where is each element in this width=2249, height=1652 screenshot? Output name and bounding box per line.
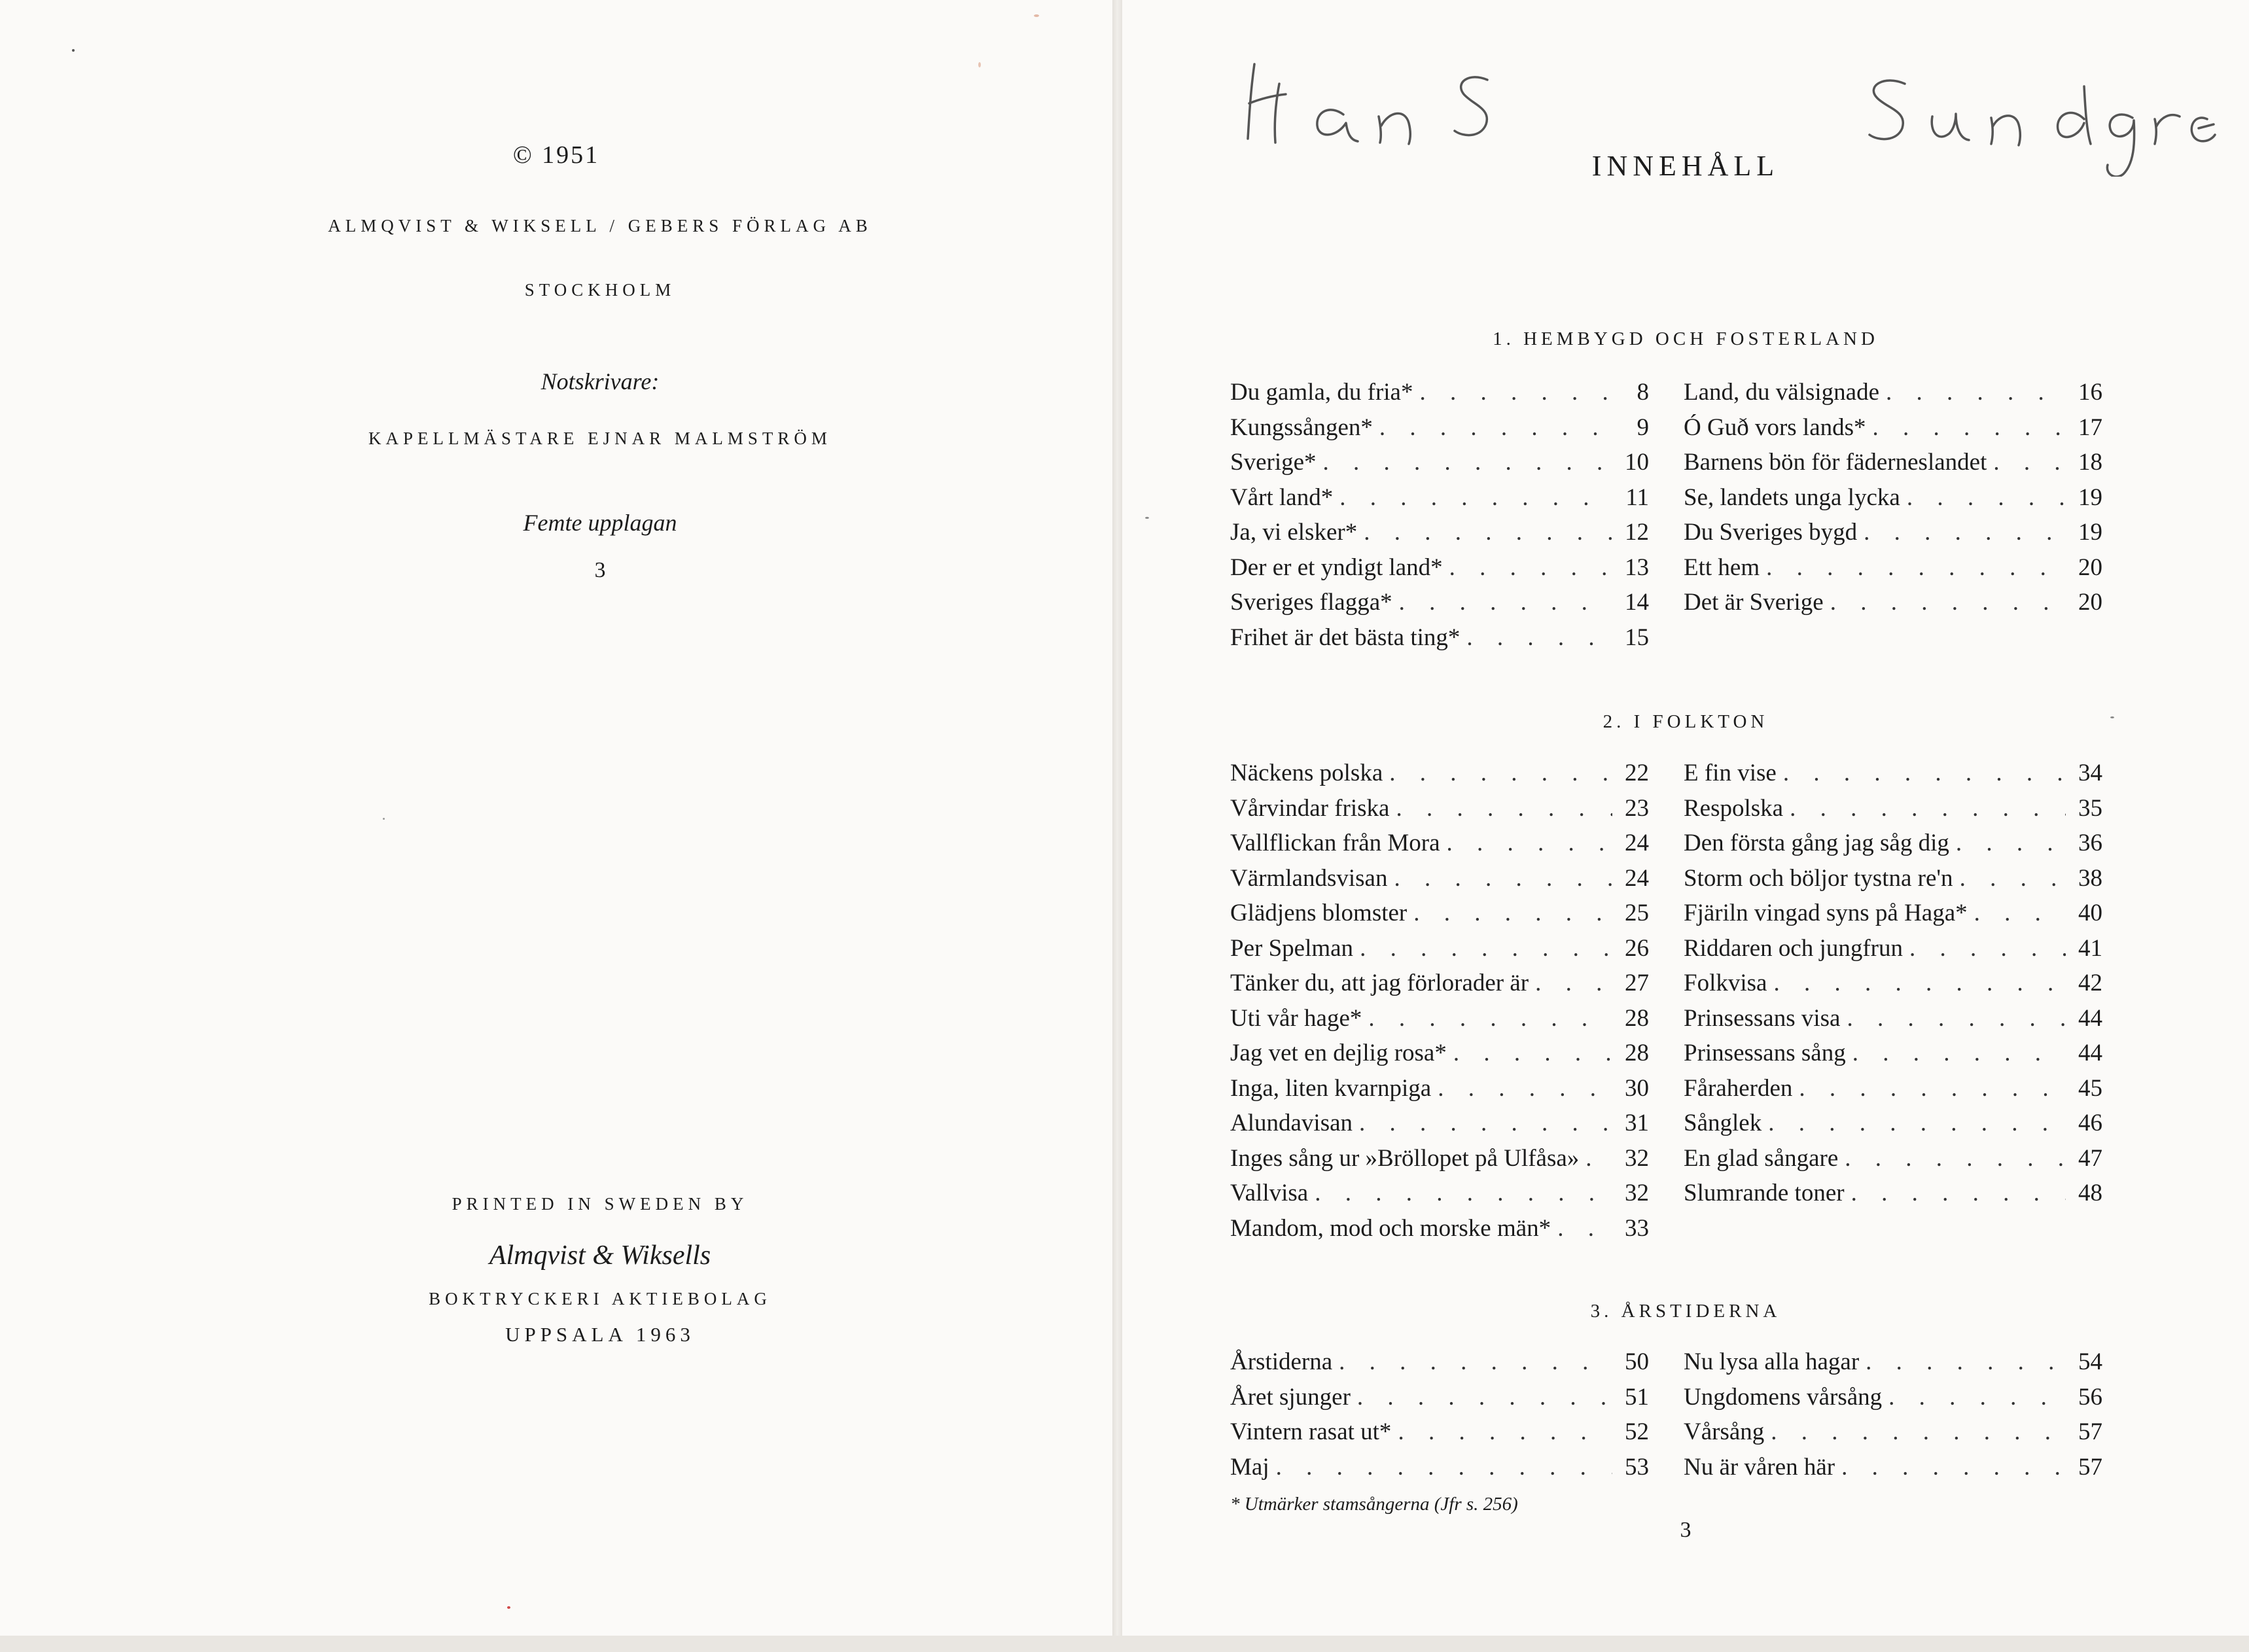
toc-entry-title: Respolska	[1684, 794, 1784, 822]
toc-dot-leader	[1767, 966, 2066, 1001]
notation-label: Notskrivare:	[540, 368, 660, 395]
toc-entry	[1230, 1344, 1649, 1380]
toc-entry	[1684, 756, 2102, 791]
toc-entry	[1230, 826, 1649, 861]
toc-dot-leader	[1413, 375, 1612, 410]
toc-entry	[1230, 1415, 1649, 1450]
toc-dot-leader	[1840, 1001, 2066, 1036]
toc-entry-page: 52	[1625, 1418, 1649, 1445]
toc-entry-title: Der er et yndigt land*	[1230, 554, 1443, 581]
toc-entry-page: 51	[1625, 1383, 1649, 1411]
paper-speck	[2110, 716, 2114, 718]
toc-entry	[1684, 1380, 2102, 1415]
toc-entry-title: Vallvisa	[1230, 1180, 1309, 1206]
toc-entry-title: Årstiderna	[1230, 1348, 1333, 1375]
toc-entry-title: Vårsång	[1684, 1418, 1765, 1445]
toc-entry-page: 22	[1625, 760, 1649, 786]
toc-title: INNEHÅLL	[1591, 150, 1780, 182]
toc-dot-leader	[1529, 966, 1612, 1001]
toc-entry	[1684, 896, 2102, 931]
toc-entry	[1684, 861, 2102, 896]
toc-entry	[1230, 620, 1649, 656]
printed-in-label: PRINTED IN SWEDEN BY	[452, 1194, 749, 1214]
toc-entry	[1684, 931, 2102, 966]
toc-dot-leader	[1460, 620, 1612, 656]
toc-entry-page: 38	[2078, 864, 2102, 892]
toc-entry-page: 35	[2078, 794, 2102, 822]
toc-dot-leader	[1308, 1176, 1612, 1211]
toc-entry	[1230, 445, 1649, 480]
toc-entry	[1684, 1106, 2102, 1141]
toc-entry-page: 30	[1625, 1074, 1649, 1102]
toc-dot-leader	[1362, 1001, 1612, 1036]
toc-dot-leader	[1949, 826, 2066, 861]
toc-entry-title: Slumrande toner	[1684, 1180, 1845, 1206]
toc-dot-leader	[1389, 791, 1612, 826]
toc-entry	[1684, 1071, 2102, 1106]
toc-entry-title: Fjäriln vingad syns på Haga*	[1684, 900, 1968, 926]
toc-entry-title: Mandom, mod och morske män*	[1230, 1214, 1551, 1242]
toc-dot-leader	[1440, 826, 1612, 861]
toc-entry-title: Sverige*	[1230, 449, 1317, 476]
toc-dot-leader	[1900, 480, 2066, 516]
toc-entry	[1230, 515, 1649, 550]
toc-dot-leader	[1357, 515, 1612, 550]
toc-column-left	[1230, 375, 1649, 655]
toc-entry-title: Tänker du, att jag förlorader är	[1230, 970, 1529, 996]
toc-entry	[1684, 1141, 2102, 1176]
toc-entry-title: Ett hem	[1684, 554, 1760, 581]
section-heading: 3. ÅRSTIDERNA	[1590, 1301, 1781, 1322]
toc-entry-page: 10	[1625, 449, 1649, 476]
toc-entry	[1684, 410, 2102, 446]
toc-entry-page: 24	[1625, 830, 1649, 856]
toc-dot-leader	[1332, 1344, 1612, 1380]
toc-entry-title: Vårvindar friska	[1230, 794, 1390, 822]
toc-entry-page: 16	[2078, 379, 2102, 406]
toc-dot-leader	[1431, 1071, 1612, 1106]
toc-entry-page: 46	[2078, 1110, 2102, 1136]
toc-entry	[1230, 1106, 1649, 1141]
toc-entry	[1230, 966, 1649, 1001]
toc-entry	[1684, 1036, 2102, 1071]
toc-dot-leader	[1903, 931, 2066, 966]
notation-name: KAPELLMÄSTARE EJNAR MALMSTRÖM	[368, 429, 832, 448]
toc-entry-page: 33	[1625, 1214, 1649, 1242]
toc-entry	[1230, 1176, 1649, 1211]
toc-entry-title: Den första gång jag såg dig	[1684, 830, 1949, 856]
toc-entry	[1684, 1176, 2102, 1211]
toc-entry-page: 24	[1625, 864, 1649, 892]
toc-entry-page: 40	[2078, 900, 2102, 926]
toc-entry-page: 44	[2078, 1040, 2102, 1066]
toc-entry	[1230, 1380, 1649, 1415]
toc-entry	[1684, 1450, 2102, 1485]
paper-speck	[1034, 14, 1039, 17]
toc-entry-title: Folkvisa	[1684, 970, 1767, 996]
toc-entry	[1230, 480, 1649, 516]
scan-bottom-edge	[0, 1636, 2249, 1652]
toc-entry-page: 28	[1625, 1040, 1649, 1066]
toc-dot-leader	[1777, 756, 2066, 791]
toc-entry	[1230, 375, 1649, 410]
toc-entry	[1230, 1141, 1649, 1176]
toc-dot-leader	[1838, 1141, 2066, 1176]
toc-entry-title: Se, landets unga lycka	[1684, 483, 1900, 511]
page-gutter	[1112, 0, 1122, 1636]
publisher-city: STOCKHOLM	[524, 280, 676, 300]
toc-dot-leader	[1551, 1211, 1612, 1246]
toc-dot-leader	[1392, 585, 1612, 620]
toc-dot-leader	[1953, 861, 2066, 896]
toc-dot-leader	[1351, 1380, 1612, 1415]
toc-entry-title: Året sjunger	[1230, 1383, 1351, 1411]
toc-entry	[1230, 550, 1649, 586]
toc-entry-title: Inga, liten kvarnpiga	[1230, 1074, 1432, 1102]
toc-entry-title: Du Sveriges bygd	[1684, 519, 1858, 546]
toc-entry-title: Fåraherden	[1684, 1074, 1793, 1102]
toc-entry	[1684, 1415, 2102, 1450]
toc-dot-leader	[1764, 1415, 2066, 1450]
toc-dot-leader	[1859, 1344, 2066, 1380]
toc-entry-title: Prinsessans visa	[1684, 1004, 1841, 1032]
paper-speck	[507, 1606, 510, 1609]
toc-entry-title: Alundavisan	[1230, 1110, 1353, 1136]
toc-entry	[1230, 896, 1649, 931]
toc-entry-page: 11	[1625, 483, 1649, 511]
toc-entry	[1684, 550, 2102, 586]
toc-entry-title: Barnens bön för fäderneslandet	[1684, 449, 1987, 476]
toc-dot-leader	[1845, 1176, 2066, 1211]
paper-speck	[383, 818, 385, 820]
paper-speck	[978, 62, 981, 67]
toc-entry	[1684, 445, 2102, 480]
toc-entry-page: 19	[2078, 519, 2102, 546]
toc-entry-page: 54	[2078, 1348, 2102, 1375]
toc-entry	[1230, 861, 1649, 896]
toc-dot-leader	[1846, 1036, 2066, 1071]
toc-entry	[1684, 585, 2102, 620]
toc-entry-title: Du gamla, du fria*	[1230, 379, 1413, 406]
toc-entry-page: 50	[1625, 1348, 1649, 1375]
toc-entry-title: Maj	[1230, 1453, 1269, 1481]
toc-entry-page: 23	[1625, 794, 1649, 822]
toc-dot-leader	[1579, 1141, 1612, 1176]
toc-dot-leader	[1407, 896, 1612, 931]
toc-entry-page: 19	[2078, 483, 2102, 511]
toc-column-right	[1684, 375, 2102, 620]
toc-entry-page: 26	[1625, 934, 1649, 962]
toc-entry-title: Vintern rasat ut*	[1230, 1418, 1392, 1445]
toc-entry	[1230, 931, 1649, 966]
section-heading: 2. I FOLKTON	[1603, 711, 1769, 732]
toc-dot-leader	[1783, 791, 2066, 826]
toc-entry-page: 20	[2078, 554, 2102, 581]
toc-dot-leader	[1391, 1415, 1612, 1450]
toc-entry-title: Frihet är det bästa ting*	[1230, 624, 1461, 651]
toc-entry	[1684, 826, 2102, 861]
page-number: 3	[1680, 1518, 1691, 1542]
toc-entry-page: 27	[1625, 970, 1649, 996]
toc-entry-page: 20	[2078, 589, 2102, 616]
footnote: * Utmärker stamsångerna (Jfr s. 256)	[1230, 1494, 1518, 1515]
printer-company: BOKTRYCKERI AKTIEBOLAG	[429, 1289, 771, 1309]
toc-entry-title: Det är Sverige	[1684, 589, 1824, 616]
toc-entry-page: 57	[2078, 1453, 2102, 1481]
toc-entry	[1230, 410, 1649, 446]
toc-entry	[1230, 1450, 1649, 1485]
right-page	[1122, 0, 2249, 1636]
toc-entry-page: 36	[2078, 830, 2102, 856]
toc-entry-page: 53	[1625, 1453, 1649, 1481]
toc-entry-page: 48	[2078, 1180, 2102, 1206]
toc-entry	[1684, 375, 2102, 410]
toc-entry-page: 32	[1625, 1144, 1649, 1172]
left-page	[0, 0, 1112, 1636]
toc-entry-title: Nu lysa alla hagar	[1684, 1348, 1860, 1375]
toc-entry	[1684, 515, 2102, 550]
toc-dot-leader	[1762, 1106, 2066, 1141]
toc-entry-page: 17	[2078, 413, 2102, 441]
toc-entry-page: 31	[1625, 1110, 1649, 1136]
toc-entry-page: 15	[1625, 624, 1649, 651]
toc-dot-leader	[1866, 410, 2066, 446]
toc-entry-title: Per Spelman	[1230, 934, 1354, 962]
toc-entry-title: Prinsessans sång	[1684, 1040, 1846, 1066]
toc-entry	[1684, 480, 2102, 516]
toc-entry-title: Ó Guð vors lands*	[1684, 413, 1866, 441]
toc-entry	[1684, 1344, 2102, 1380]
toc-entry-title: Sveriges flagga*	[1230, 589, 1392, 616]
toc-entry-title: Sånglek	[1684, 1110, 1762, 1136]
paper-speck	[72, 49, 75, 52]
toc-entry-title: En glad sångare	[1684, 1144, 1839, 1172]
toc-entry-page: 41	[2078, 934, 2102, 962]
paper-speck	[1145, 517, 1149, 519]
toc-entry-page: 34	[2078, 760, 2102, 786]
edition-number: 3	[594, 558, 606, 582]
toc-entry-title: Storm och böljor tystna re'n	[1684, 864, 1953, 892]
toc-entry-title: Nu är våren här	[1684, 1453, 1835, 1481]
toc-entry-page: 56	[2078, 1383, 2102, 1411]
toc-entry	[1230, 1001, 1649, 1036]
toc-entry-title: Uti vår hage*	[1230, 1004, 1362, 1032]
toc-dot-leader	[1824, 585, 2066, 620]
toc-entry	[1230, 1036, 1649, 1071]
toc-dot-leader	[1882, 1380, 2066, 1415]
toc-dot-leader	[1443, 550, 1612, 586]
toc-entry-title: Vårt land*	[1230, 483, 1334, 511]
edition-label: Femte upplagan	[523, 510, 677, 536]
toc-entry-title: Glädjens blomster	[1230, 900, 1408, 926]
toc-dot-leader	[1447, 1036, 1612, 1071]
toc-entry-title: Land, du välsignade	[1684, 379, 1879, 406]
toc-dot-leader	[1792, 1071, 2066, 1106]
toc-entry-page: 57	[2078, 1418, 2102, 1445]
toc-entry	[1684, 791, 2102, 826]
toc-dot-leader	[1968, 896, 2066, 931]
toc-dot-leader	[1387, 861, 1612, 896]
toc-entry-title: Riddaren och jungfrun	[1684, 934, 1903, 962]
toc-column-right	[1684, 756, 2102, 1211]
toc-entry	[1230, 1211, 1649, 1246]
toc-entry-page: 45	[2078, 1074, 2102, 1102]
copyright-line: © 1951	[512, 141, 600, 169]
section-heading: 1. HEMBYGD OCH FOSTERLAND	[1493, 328, 1879, 349]
toc-entry-page: 18	[2078, 449, 2102, 476]
toc-column-right	[1684, 1344, 2102, 1485]
toc-dot-leader	[1760, 550, 2066, 586]
toc-dot-leader	[1353, 931, 1612, 966]
toc-entry-title: Vallflickan från Mora	[1230, 830, 1440, 856]
toc-entry	[1230, 1071, 1649, 1106]
toc-dot-leader	[1373, 410, 1612, 446]
toc-dot-leader	[1269, 1450, 1612, 1485]
toc-dot-leader	[1835, 1450, 2066, 1485]
toc-entry	[1230, 791, 1649, 826]
toc-dot-leader	[1383, 756, 1612, 791]
toc-entry-page: 28	[1625, 1004, 1649, 1032]
toc-entry-title: Värmlandsvisan	[1230, 864, 1388, 892]
toc-entry	[1230, 756, 1649, 791]
toc-entry-page: 14	[1625, 589, 1649, 616]
toc-entry	[1684, 966, 2102, 1001]
toc-entry-title: Ungdomens vårsång	[1684, 1383, 1883, 1411]
toc-dot-leader	[1987, 445, 2066, 480]
toc-entry-page: 9	[1637, 413, 1649, 441]
toc-entry-page: 12	[1625, 519, 1649, 546]
toc-entry-page: 8	[1637, 379, 1649, 406]
toc-entry-title: E fin vise	[1684, 760, 1777, 786]
toc-entry-title: Näckens polska	[1230, 760, 1383, 786]
publisher-name: ALMQVIST & WIKSELL / GEBERS FÖRLAG AB	[328, 216, 872, 236]
print-place-year: UPPSALA 1963	[505, 1323, 695, 1346]
toc-dot-leader	[1317, 445, 1612, 480]
toc-dot-leader	[1857, 515, 2066, 550]
toc-entry-title: Jag vet en dejlig rosa*	[1230, 1040, 1447, 1066]
toc-entry-page: 44	[2078, 1004, 2102, 1032]
toc-entry-page: 42	[2078, 970, 2102, 996]
toc-dot-leader	[1879, 375, 2066, 410]
printer-name: Almqvist & Wiksells	[489, 1240, 711, 1271]
toc-entry-title: Kungssången*	[1230, 413, 1373, 441]
toc-entry	[1230, 585, 1649, 620]
toc-dot-leader	[1353, 1106, 1612, 1141]
toc-column-left	[1230, 756, 1649, 1246]
toc-entry-title: Inges sång ur »Bröllopet på Ulfåsa»	[1230, 1144, 1580, 1172]
toc-entry	[1684, 1001, 2102, 1036]
toc-entry-page: 32	[1625, 1180, 1649, 1206]
toc-entry-page: 13	[1625, 554, 1649, 581]
toc-entry-page: 25	[1625, 900, 1649, 926]
toc-column-left	[1230, 1344, 1649, 1485]
toc-entry-page: 47	[2078, 1144, 2102, 1172]
toc-dot-leader	[1333, 480, 1612, 516]
toc-entry-title: Ja, vi elsker*	[1230, 519, 1358, 546]
